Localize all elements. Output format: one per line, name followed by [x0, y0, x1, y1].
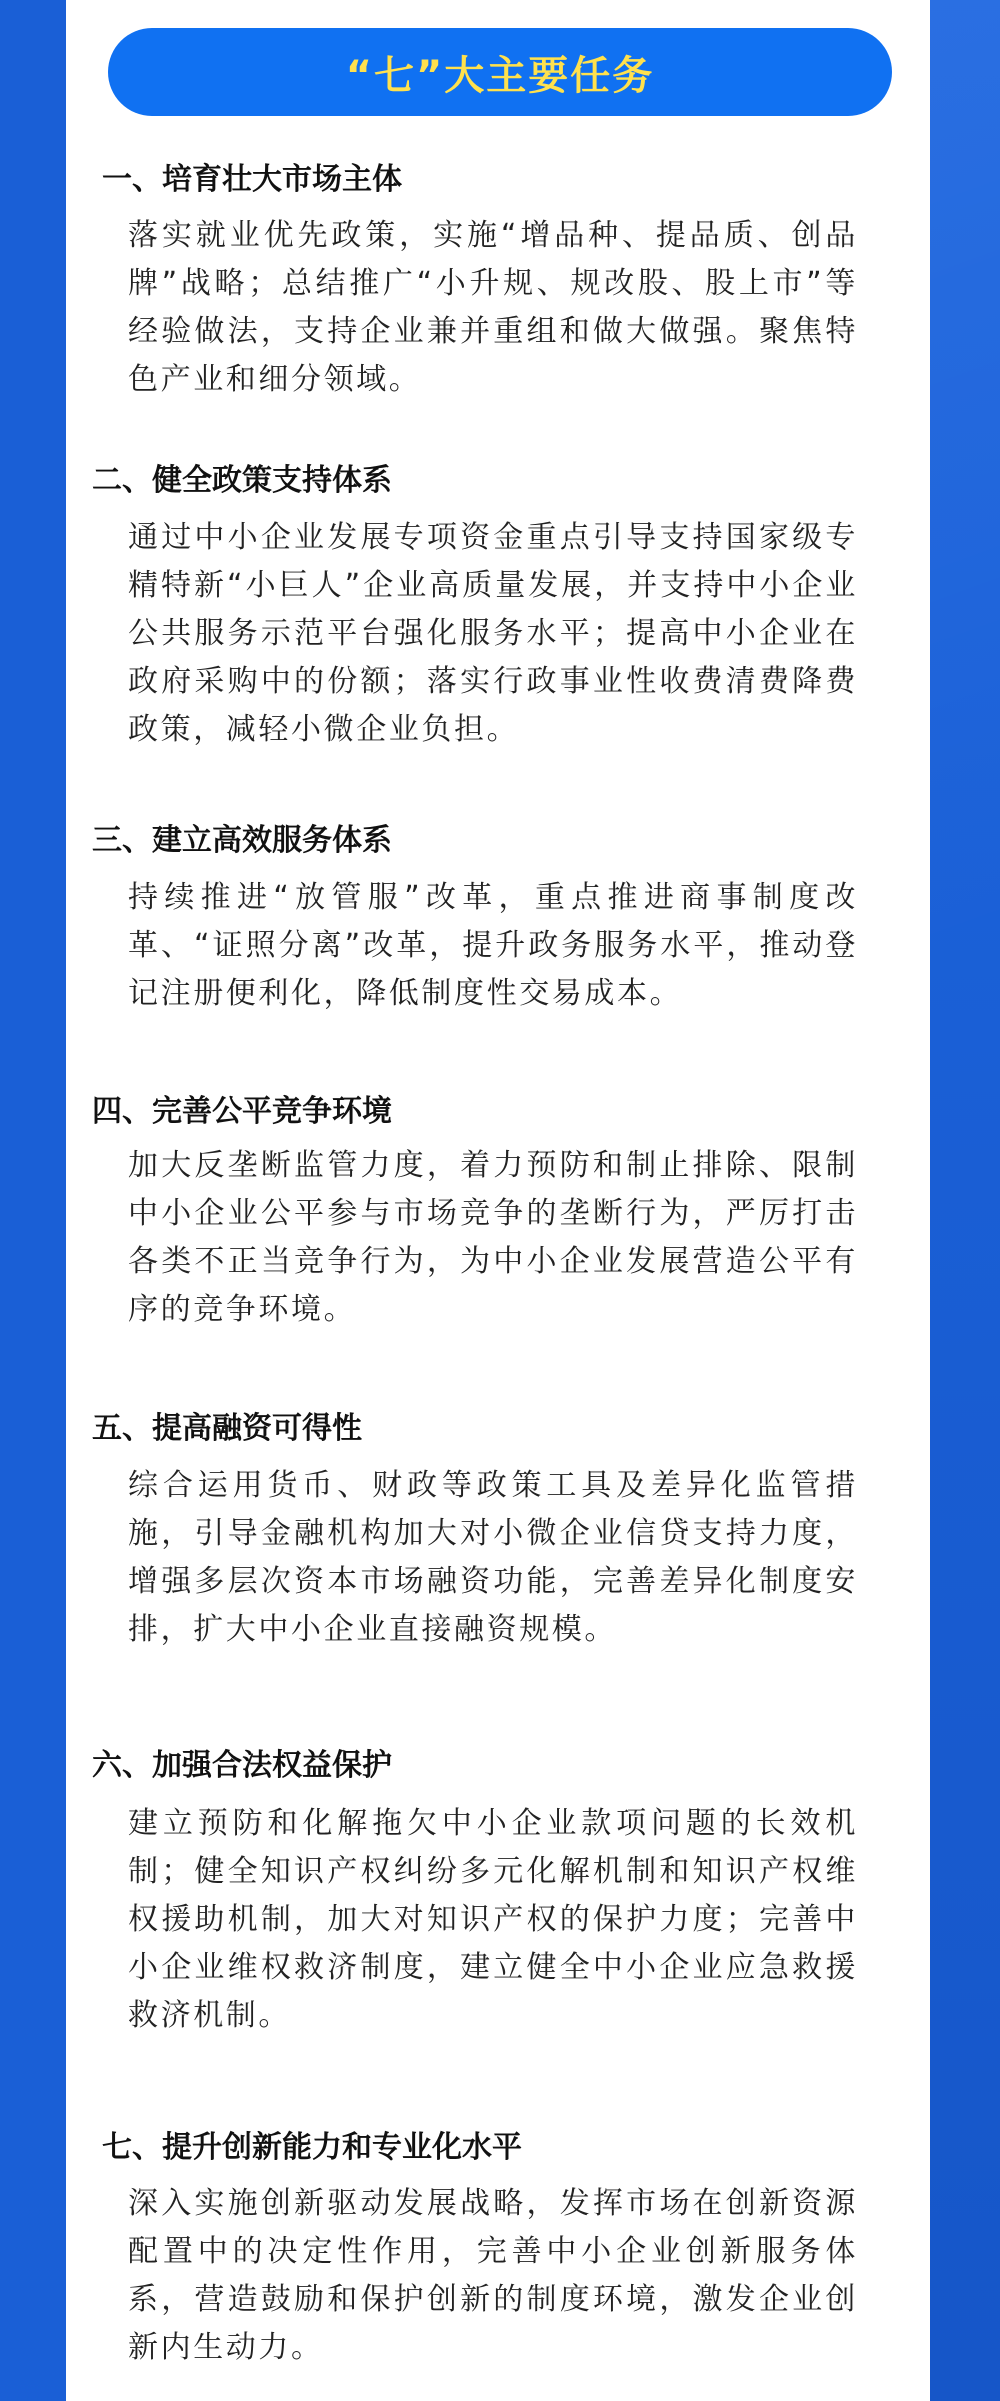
section-4-body: 加大反垄断监管力度，着力预防和制止排除、限制中小企业公平参与市场竞争的垄断行为，严厉打击各类不正当竞争行为，为中小企业发展营造公平有序的竞争环境。 — [128, 1148, 858, 1327]
background-right-highlight — [930, 0, 1000, 2401]
section-5-title: 五、提高融资可得性 — [92, 1411, 362, 1446]
section-2-title: 二、健全政策支持体系 — [92, 463, 392, 498]
section-3-title: 三、建立高效服务体系 — [92, 823, 392, 858]
section-6-body: 建立预防和化解拖欠中小企业款项问题的长效机制；健全知识产权纠纷多元化解机制和知识产权维权援助机制，加大对知识产权的保护力度；完善中小企业维权救济制度，建立健全中小企业应急救援救济机制。 — [128, 1806, 858, 2033]
section-3-body: 持续推进“放管服”改革，重点推进商事制度改革、“证照分离”改革，提升政务服务水平，推动登记注册便利化，降低制度性交易成本。 — [128, 880, 858, 1011]
section-5-body: 综合运用货币、财政等政策工具及差异化监管措施，引导金融机构加大对小微企业信贷支持力度，增强多层次资本市场融资功能，完善差异化制度安排，扩大中小企业直接融资规模。 — [128, 1468, 858, 1647]
section-4-title: 四、完善公平竞争环境 — [92, 1094, 392, 1129]
header-banner — [108, 28, 892, 116]
section-6-title: 六、加强合法权益保护 — [92, 1748, 392, 1783]
banner-title: “七”大主要任务 — [345, 52, 655, 99]
section-7-title: 七、提升创新能力和专业化水平 — [102, 2130, 522, 2165]
section-7-body: 深入实施创新驱动发展战略，发挥市场在创新资源配置中的决定性作用，完善中小企业创新服务体系，营造鼓励和保护创新的制度环境，激发企业创新内生动力。 — [128, 2186, 858, 2365]
section-2-body: 通过中小企业发展专项资金重点引导支持国家级专精特新“小巨人”企业高质量发展，并支持中小企业公共服务示范平台强化服务水平；提高中小企业在政府采购中的份额；落实行政事业性收费清费降费政策，减轻小微企业负担。 — [128, 520, 858, 747]
section-1-body: 落实就业优先政策，实施“增品种、提品质、创品牌”战略；总结推广“小升规、规改股、股上市”等经验做法，支持企业兼并重组和做大做强。聚焦特色产业和细分领域。 — [128, 218, 858, 397]
background-left — [0, 0, 66, 2401]
section-1-title: 一、培育壮大市场主体 — [102, 162, 402, 197]
